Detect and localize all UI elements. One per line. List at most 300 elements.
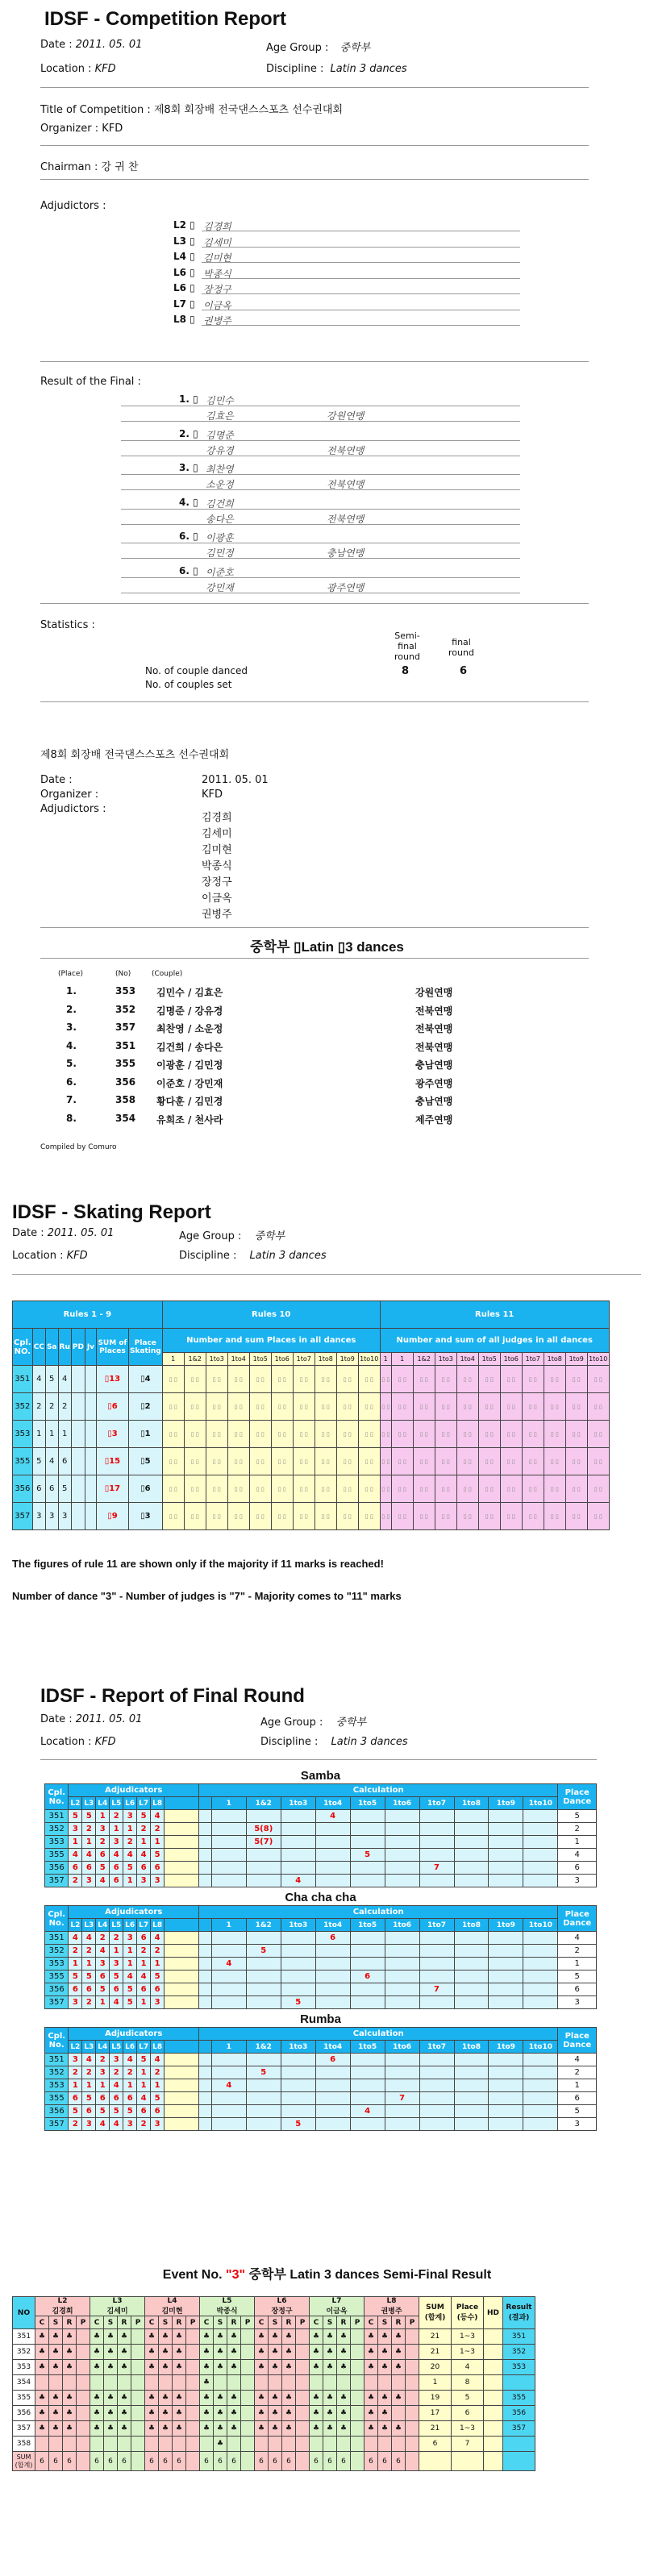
r11-cell: ▯ ▯ <box>478 1366 500 1393</box>
result-val: 356 <box>503 2406 535 2421</box>
calc-col: 1to5 <box>350 1797 385 1810</box>
spacer-cell <box>165 1996 199 2009</box>
calc-cell <box>385 1836 419 1849</box>
place-val: 5 <box>452 2391 484 2406</box>
cpl-header: Cpl. No. <box>45 2028 69 2054</box>
calc-cell: 6 <box>350 1970 385 1983</box>
calc-cell <box>523 2054 558 2066</box>
col-place: (Place) <box>58 970 83 978</box>
mark-cell: ♣ <box>49 2329 63 2345</box>
summary-region: 강원연맹 <box>415 987 453 998</box>
r11-col: 1to7 <box>522 1353 544 1366</box>
calc-col: 1&2 <box>246 1919 281 1932</box>
r11-cell: ▯ ▯ <box>435 1366 456 1393</box>
calc-cell <box>315 1970 350 1983</box>
dance-sub-col: R <box>337 2316 351 2329</box>
calc-cell <box>246 2118 281 2131</box>
hd-val <box>484 2391 503 2406</box>
r11-cell: ▯ ▯ <box>456 1393 478 1421</box>
sum-cell: 6 <box>323 2452 337 2471</box>
calc-col: 1to8 <box>454 1919 489 1932</box>
mark-cell: ♣ <box>269 2406 282 2421</box>
r10-col: 1to10 <box>358 1353 380 1366</box>
judge-code: L4 <box>167 2297 177 2305</box>
summary-no: 352 <box>115 1003 136 1015</box>
r11-cell: ▯ ▯ <box>391 1366 413 1393</box>
judge-mark: 2 <box>69 2066 82 2079</box>
spacer-col <box>165 1919 199 1932</box>
r10-cell: ▯ ▯ <box>206 1393 227 1421</box>
mark-cell: ♣ <box>269 2421 282 2437</box>
table-row <box>13 2345 535 2360</box>
sum-cell: 6 <box>173 2452 186 2471</box>
mark-cell: ♣ <box>227 2345 241 2360</box>
cpl-no: 355 <box>45 2092 69 2105</box>
judge-mark: 6 <box>82 2105 96 2118</box>
cpl-no: 356 <box>13 1475 33 1503</box>
calc-cell <box>315 2092 350 2105</box>
judge-mark: 4 <box>110 1849 123 1862</box>
r11-cell: ▯ ▯ <box>413 1475 435 1503</box>
cc-val: 5 <box>32 1448 45 1475</box>
dance-sub-col: S <box>323 2316 337 2329</box>
table-row <box>13 1475 610 1503</box>
mark-cell: ♣ <box>310 2391 323 2406</box>
cpl-no: 357 <box>45 1875 69 1887</box>
r11-cell: ▯ ▯ <box>587 1421 609 1448</box>
judge-col: L6 <box>123 1797 137 1810</box>
place-dance: 4 <box>558 1932 597 1945</box>
judge-mark: 2 <box>123 1836 137 1849</box>
sa-header: Sa <box>45 1329 58 1366</box>
discipline-field: Discipline : Latin 3 dances <box>260 1736 408 1748</box>
mark-cell: ♣ <box>310 2421 323 2437</box>
calc-col: 1 <box>211 2041 246 2054</box>
calc-col: 1 <box>211 1797 246 1810</box>
spacer-cell <box>199 2054 212 2066</box>
calc-cell <box>454 1849 489 1862</box>
adjudicator-code: L6 ▯ <box>173 282 195 293</box>
calc-cell <box>281 1983 315 1996</box>
mark-cell: ♣ <box>378 2421 392 2437</box>
calc-cell <box>454 1836 489 1849</box>
calc-cell: 5(7) <box>246 1836 281 1849</box>
summary-adjudicator: 김세미 <box>202 828 232 840</box>
mark-cell: ♣ <box>214 2360 227 2375</box>
r10-cell: ▯ ▯ <box>315 1366 336 1393</box>
adjudicator-code: L7 ▯ <box>173 298 195 310</box>
judge-mark: 2 <box>110 1810 123 1823</box>
place-dance: 1 <box>558 1958 597 1970</box>
sum-val: 6 <box>419 2437 452 2452</box>
spacer-cell <box>199 1836 212 1849</box>
underline <box>202 278 520 279</box>
calc-col: 1to5 <box>350 1919 385 1932</box>
r11-cell: ▯ ▯ <box>380 1421 391 1448</box>
r10-cell: ▯ ▯ <box>293 1393 315 1421</box>
page-title: IDSF - Competition Report <box>44 8 286 30</box>
judge-mark: 4 <box>123 1849 137 1862</box>
mark-cell <box>296 2375 310 2391</box>
mark-cell <box>406 2375 419 2391</box>
r10-cell: ▯ ▯ <box>162 1503 184 1530</box>
r10-cell: ▯ ▯ <box>162 1421 184 1448</box>
sum-val: ▯3 <box>96 1421 128 1448</box>
couple-no: 353 <box>13 2360 35 2375</box>
judge-mark: 3 <box>82 2118 96 2131</box>
calc-col: 1to10 <box>523 1797 558 1810</box>
result-region: 전북연맹 <box>327 513 364 525</box>
calculation-header: Calculation <box>199 1784 558 1797</box>
summary-couple: 이준호 / 강민재 <box>156 1077 223 1089</box>
mark-cell: ♣ <box>118 2345 131 2360</box>
judge-mark: 3 <box>151 1996 165 2009</box>
mark-cell <box>49 2437 63 2452</box>
table-row <box>13 2375 535 2391</box>
divider <box>12 1274 641 1275</box>
spacer-col <box>165 2041 199 2054</box>
chairman-field: Chairman : 강 귀 찬 <box>40 161 139 173</box>
r10-col: 1to9 <box>336 1353 358 1366</box>
summary-couple: 이광훈 / 김민정 <box>156 1059 223 1071</box>
mark-cell: ♣ <box>145 2391 159 2406</box>
r11-cell: ▯ ▯ <box>435 1503 456 1530</box>
result-place: 6. ▯ <box>179 564 198 576</box>
mark-cell: ♣ <box>364 2360 378 2375</box>
calc-col: 1&2 <box>246 2041 281 2054</box>
calc-cell <box>489 2079 523 2092</box>
mark-cell: ♣ <box>35 2345 49 2360</box>
mark-cell: ♣ <box>337 2360 351 2375</box>
r10-cell: ▯ ▯ <box>293 1448 315 1475</box>
judge-mark: 2 <box>151 1945 165 1958</box>
spacer-col <box>199 1919 212 1932</box>
calc-cell <box>489 1810 523 1823</box>
adjudicator-name: 이금옥 <box>203 299 231 311</box>
judge-mark: 3 <box>137 1875 151 1887</box>
table-row <box>45 1983 597 1996</box>
judge-code: L5 <box>222 2297 232 2305</box>
judge-mark: 2 <box>110 1932 123 1945</box>
judge-mark: 1 <box>137 2079 151 2092</box>
mark-cell <box>351 2360 364 2375</box>
place-dance: 2 <box>558 1823 597 1836</box>
table-row <box>45 1875 597 1887</box>
calc-cell: 7 <box>419 1983 454 1996</box>
mark-cell: ♣ <box>159 2360 173 2375</box>
mark-cell: ♣ <box>173 2421 186 2437</box>
r10-col: 1&2 <box>184 1353 206 1366</box>
mark-cell: ♣ <box>310 2360 323 2375</box>
spacer-cell <box>165 1875 199 1887</box>
mark-cell: ♣ <box>200 2421 214 2437</box>
calc-cell <box>315 1823 350 1836</box>
result-val <box>503 2437 535 2452</box>
calc-cell <box>350 1958 385 1970</box>
calc-cell <box>385 1823 419 1836</box>
header-row <box>45 1797 597 1810</box>
sa-val: 6 <box>45 1475 58 1503</box>
judge-col: L4 <box>96 2041 110 2054</box>
mark-cell <box>364 2437 378 2452</box>
judge-col: L5 <box>110 2041 123 2054</box>
calc-cell <box>454 1970 489 1983</box>
calc-cell <box>385 1970 419 1983</box>
mark-cell: ♣ <box>63 2406 77 2421</box>
place-dance: 5 <box>558 1810 597 1823</box>
table-row <box>45 1932 597 1945</box>
calc-col: 1to5 <box>350 2041 385 2054</box>
judge-mark: 6 <box>82 1862 96 1875</box>
mark-cell <box>214 2375 227 2391</box>
mark-cell <box>241 2360 255 2375</box>
judge-mark: 3 <box>96 2066 110 2079</box>
r10-cell: ▯ ▯ <box>249 1475 271 1503</box>
calc-cell: 4 <box>315 1810 350 1823</box>
calc-cell <box>211 1823 246 1836</box>
mark-cell <box>406 2437 419 2452</box>
mark-cell <box>378 2437 392 2452</box>
cpl-header: Cpl. No. <box>45 1906 69 1932</box>
mark-cell: ♣ <box>173 2345 186 2360</box>
calc-cell: 4 <box>211 2079 246 2092</box>
calc-cell <box>419 1970 454 1983</box>
r10-cell: ▯ ▯ <box>162 1448 184 1475</box>
r10-cell: ▯ ▯ <box>249 1503 271 1530</box>
summary-couple: 김명준 / 강유경 <box>156 1005 223 1017</box>
calc-cell <box>454 2105 489 2118</box>
calc-cell: 7 <box>419 1862 454 1875</box>
mark-cell: ♣ <box>90 2329 104 2345</box>
r11-cell: ▯ ▯ <box>544 1393 565 1421</box>
judge-mark: 1 <box>137 2066 151 2079</box>
cpl-no: 357 <box>45 1996 69 2009</box>
judge-mark: 5 <box>123 2105 137 2118</box>
mark-cell: ♣ <box>323 2421 337 2437</box>
header-row <box>13 1329 610 1353</box>
calc-cell <box>523 1875 558 1887</box>
calc-cell <box>211 2066 246 2079</box>
dance-sub-col: S <box>378 2316 392 2329</box>
mark-cell <box>351 2421 364 2437</box>
header-row <box>45 2041 597 2054</box>
mark-cell <box>186 2345 200 2360</box>
sum-cell: 6 <box>364 2452 378 2471</box>
sum-cell: 6 <box>35 2452 49 2471</box>
jv-val <box>85 1393 96 1421</box>
summary-place: 1. <box>66 985 77 997</box>
mark-cell <box>392 2375 406 2391</box>
sum-cell: 6 <box>269 2452 282 2471</box>
place-val: 1~3 <box>452 2329 484 2345</box>
judge-mark: 6 <box>137 1932 151 1945</box>
divider <box>40 145 589 146</box>
spacer-cell <box>165 2092 199 2105</box>
judge-mark: 4 <box>110 2079 123 2092</box>
judge-mark: 1 <box>151 1836 165 1849</box>
hd-val <box>484 2375 503 2391</box>
mark-cell: ♣ <box>159 2329 173 2345</box>
mark-cell <box>351 2345 364 2360</box>
calc-cell <box>385 2105 419 2118</box>
judge-mark: 6 <box>137 1983 151 1996</box>
mark-cell: ♣ <box>159 2345 173 2360</box>
mark-cell: ♣ <box>49 2360 63 2375</box>
underline <box>121 524 520 525</box>
calc-cell <box>211 1970 246 1983</box>
calc-cell <box>419 2079 454 2092</box>
judge-mark: 6 <box>82 1983 96 1996</box>
cc-val: 3 <box>32 1503 45 1530</box>
result-follower: 강유경 <box>206 444 234 456</box>
mark-cell <box>364 2375 378 2391</box>
sum-cell <box>296 2452 310 2471</box>
mark-cell <box>186 2406 200 2421</box>
judge-header <box>255 2297 310 2316</box>
r11-cell: ▯ ▯ <box>391 1393 413 1421</box>
mark-cell: ♣ <box>337 2421 351 2437</box>
mark-cell <box>241 2391 255 2406</box>
mark-cell <box>296 2345 310 2360</box>
r11-cell: ▯ ▯ <box>456 1448 478 1475</box>
judge-mark: 5 <box>151 1970 165 1983</box>
r10-col: 1to4 <box>227 1353 249 1366</box>
calc-col: 1to3 <box>281 1919 315 1932</box>
table-row <box>45 1945 597 1958</box>
hd-val <box>484 2329 503 2345</box>
judge-name: 장정구 <box>271 2308 293 2316</box>
cpl-no: 355 <box>45 1849 69 1862</box>
calc-cell <box>419 1996 454 2009</box>
r10-cell: ▯ ▯ <box>227 1421 249 1448</box>
hd-val <box>484 2360 503 2375</box>
dance-sub-col: P <box>241 2316 255 2329</box>
mark-cell: ♣ <box>200 2391 214 2406</box>
mark-cell <box>227 2437 241 2452</box>
calc-cell <box>315 1875 350 1887</box>
ru-val: 3 <box>58 1503 71 1530</box>
underline <box>121 577 520 578</box>
calc-cell <box>315 2118 350 2131</box>
table-row <box>45 2118 597 2131</box>
organizer-field: Organizer : KFD <box>40 123 123 135</box>
mark-cell: ♣ <box>49 2345 63 2360</box>
calc-cell <box>523 1970 558 1983</box>
mark-cell: ♣ <box>214 2421 227 2437</box>
calc-cell <box>350 1983 385 1996</box>
calc-cell <box>315 2079 350 2092</box>
summary-title: 제8회 회장배 전국댄스스포츠 선수권대회 <box>40 749 230 761</box>
judge-col: L7 <box>137 1797 151 1810</box>
judge-mark: 1 <box>151 1958 165 1970</box>
r11-cell: ▯ ▯ <box>587 1475 609 1503</box>
mark-cell: ♣ <box>200 2329 214 2345</box>
result-leader: 김명준 <box>206 429 234 441</box>
dance-sub-col: P <box>131 2316 145 2329</box>
judge-mark: 4 <box>123 2054 137 2066</box>
r11-col: 1&2 <box>413 1353 435 1366</box>
r11-cell: ▯ ▯ <box>435 1448 456 1475</box>
calc-cell <box>246 1932 281 1945</box>
place-dance: 3 <box>558 1996 597 2009</box>
calc-cell <box>281 1932 315 1945</box>
r11-cell: ▯ ▯ <box>544 1421 565 1448</box>
calc-col: 1 <box>211 1919 246 1932</box>
mark-cell <box>241 2406 255 2421</box>
calc-cell <box>489 2054 523 2066</box>
calc-cell <box>211 1983 246 1996</box>
mark-cell <box>186 2375 200 2391</box>
calc-cell <box>385 1958 419 1970</box>
r11-cell: ▯ ▯ <box>565 1448 587 1475</box>
cpl-no: 352 <box>45 2066 69 2079</box>
place-dance: 1 <box>558 2079 597 2092</box>
calc-cell <box>385 2118 419 2131</box>
calc-cell <box>385 1862 419 1875</box>
calc-cell <box>281 2105 315 2118</box>
cpl-no: 353 <box>13 1421 33 1448</box>
judge-mark: 5 <box>96 1862 110 1875</box>
mark-cell <box>173 2375 186 2391</box>
mark-cell <box>406 2421 419 2437</box>
calc-cell <box>489 1849 523 1862</box>
calc-cell <box>385 1983 419 1996</box>
age-group-field: Age Group : 중학부 <box>260 1717 367 1729</box>
mark-cell: ♣ <box>159 2406 173 2421</box>
mark-cell: ♣ <box>323 2345 337 2360</box>
mark-cell: ♣ <box>35 2329 49 2345</box>
calc-cell <box>211 1945 246 1958</box>
r11-cell: ▯ ▯ <box>391 1448 413 1475</box>
sum-cell: 6 <box>392 2452 406 2471</box>
mark-cell <box>63 2437 77 2452</box>
calc-cell <box>489 1932 523 1945</box>
judge-mark: 6 <box>96 1849 110 1862</box>
r11-cell: ▯ ▯ <box>435 1393 456 1421</box>
spacer-cell <box>165 2066 199 2079</box>
r10-cell: ▯ ▯ <box>271 1503 293 1530</box>
couples-danced-semi: 8 <box>402 665 410 677</box>
place-dance: 3 <box>558 2118 597 2131</box>
table-row <box>13 2329 535 2345</box>
skating-table-wrap <box>12 1300 610 1530</box>
mark-cell: ♣ <box>323 2360 337 2375</box>
cpl-no: 356 <box>45 1983 69 1996</box>
pd-val <box>71 1475 85 1503</box>
calc-col: 1to4 <box>315 2041 350 2054</box>
r11-cell: ▯ ▯ <box>478 1503 500 1530</box>
judge-mark: 6 <box>69 1983 82 1996</box>
calculation-header: Calculation <box>199 1906 558 1919</box>
calc-cell <box>454 1932 489 1945</box>
mark-cell: ♣ <box>145 2360 159 2375</box>
calc-cell <box>454 1983 489 1996</box>
calc-cell <box>211 1996 246 2009</box>
judge-name: 권병주 <box>381 2308 402 2316</box>
adjudicator-code: L8 ▯ <box>173 314 195 325</box>
r11-cell: ▯ ▯ <box>380 1448 391 1475</box>
sum-cell: 6 <box>63 2452 77 2471</box>
dance-sub-col: R <box>63 2316 77 2329</box>
place-dance: 5 <box>558 1970 597 1983</box>
mark-cell <box>118 2375 131 2391</box>
mark-cell: ♣ <box>392 2329 406 2345</box>
calc-cell <box>454 2118 489 2131</box>
calc-cell <box>385 2054 419 2066</box>
sum-val: 1 <box>419 2375 452 2391</box>
judge-code: L2 <box>57 2297 68 2305</box>
mark-cell <box>63 2375 77 2391</box>
